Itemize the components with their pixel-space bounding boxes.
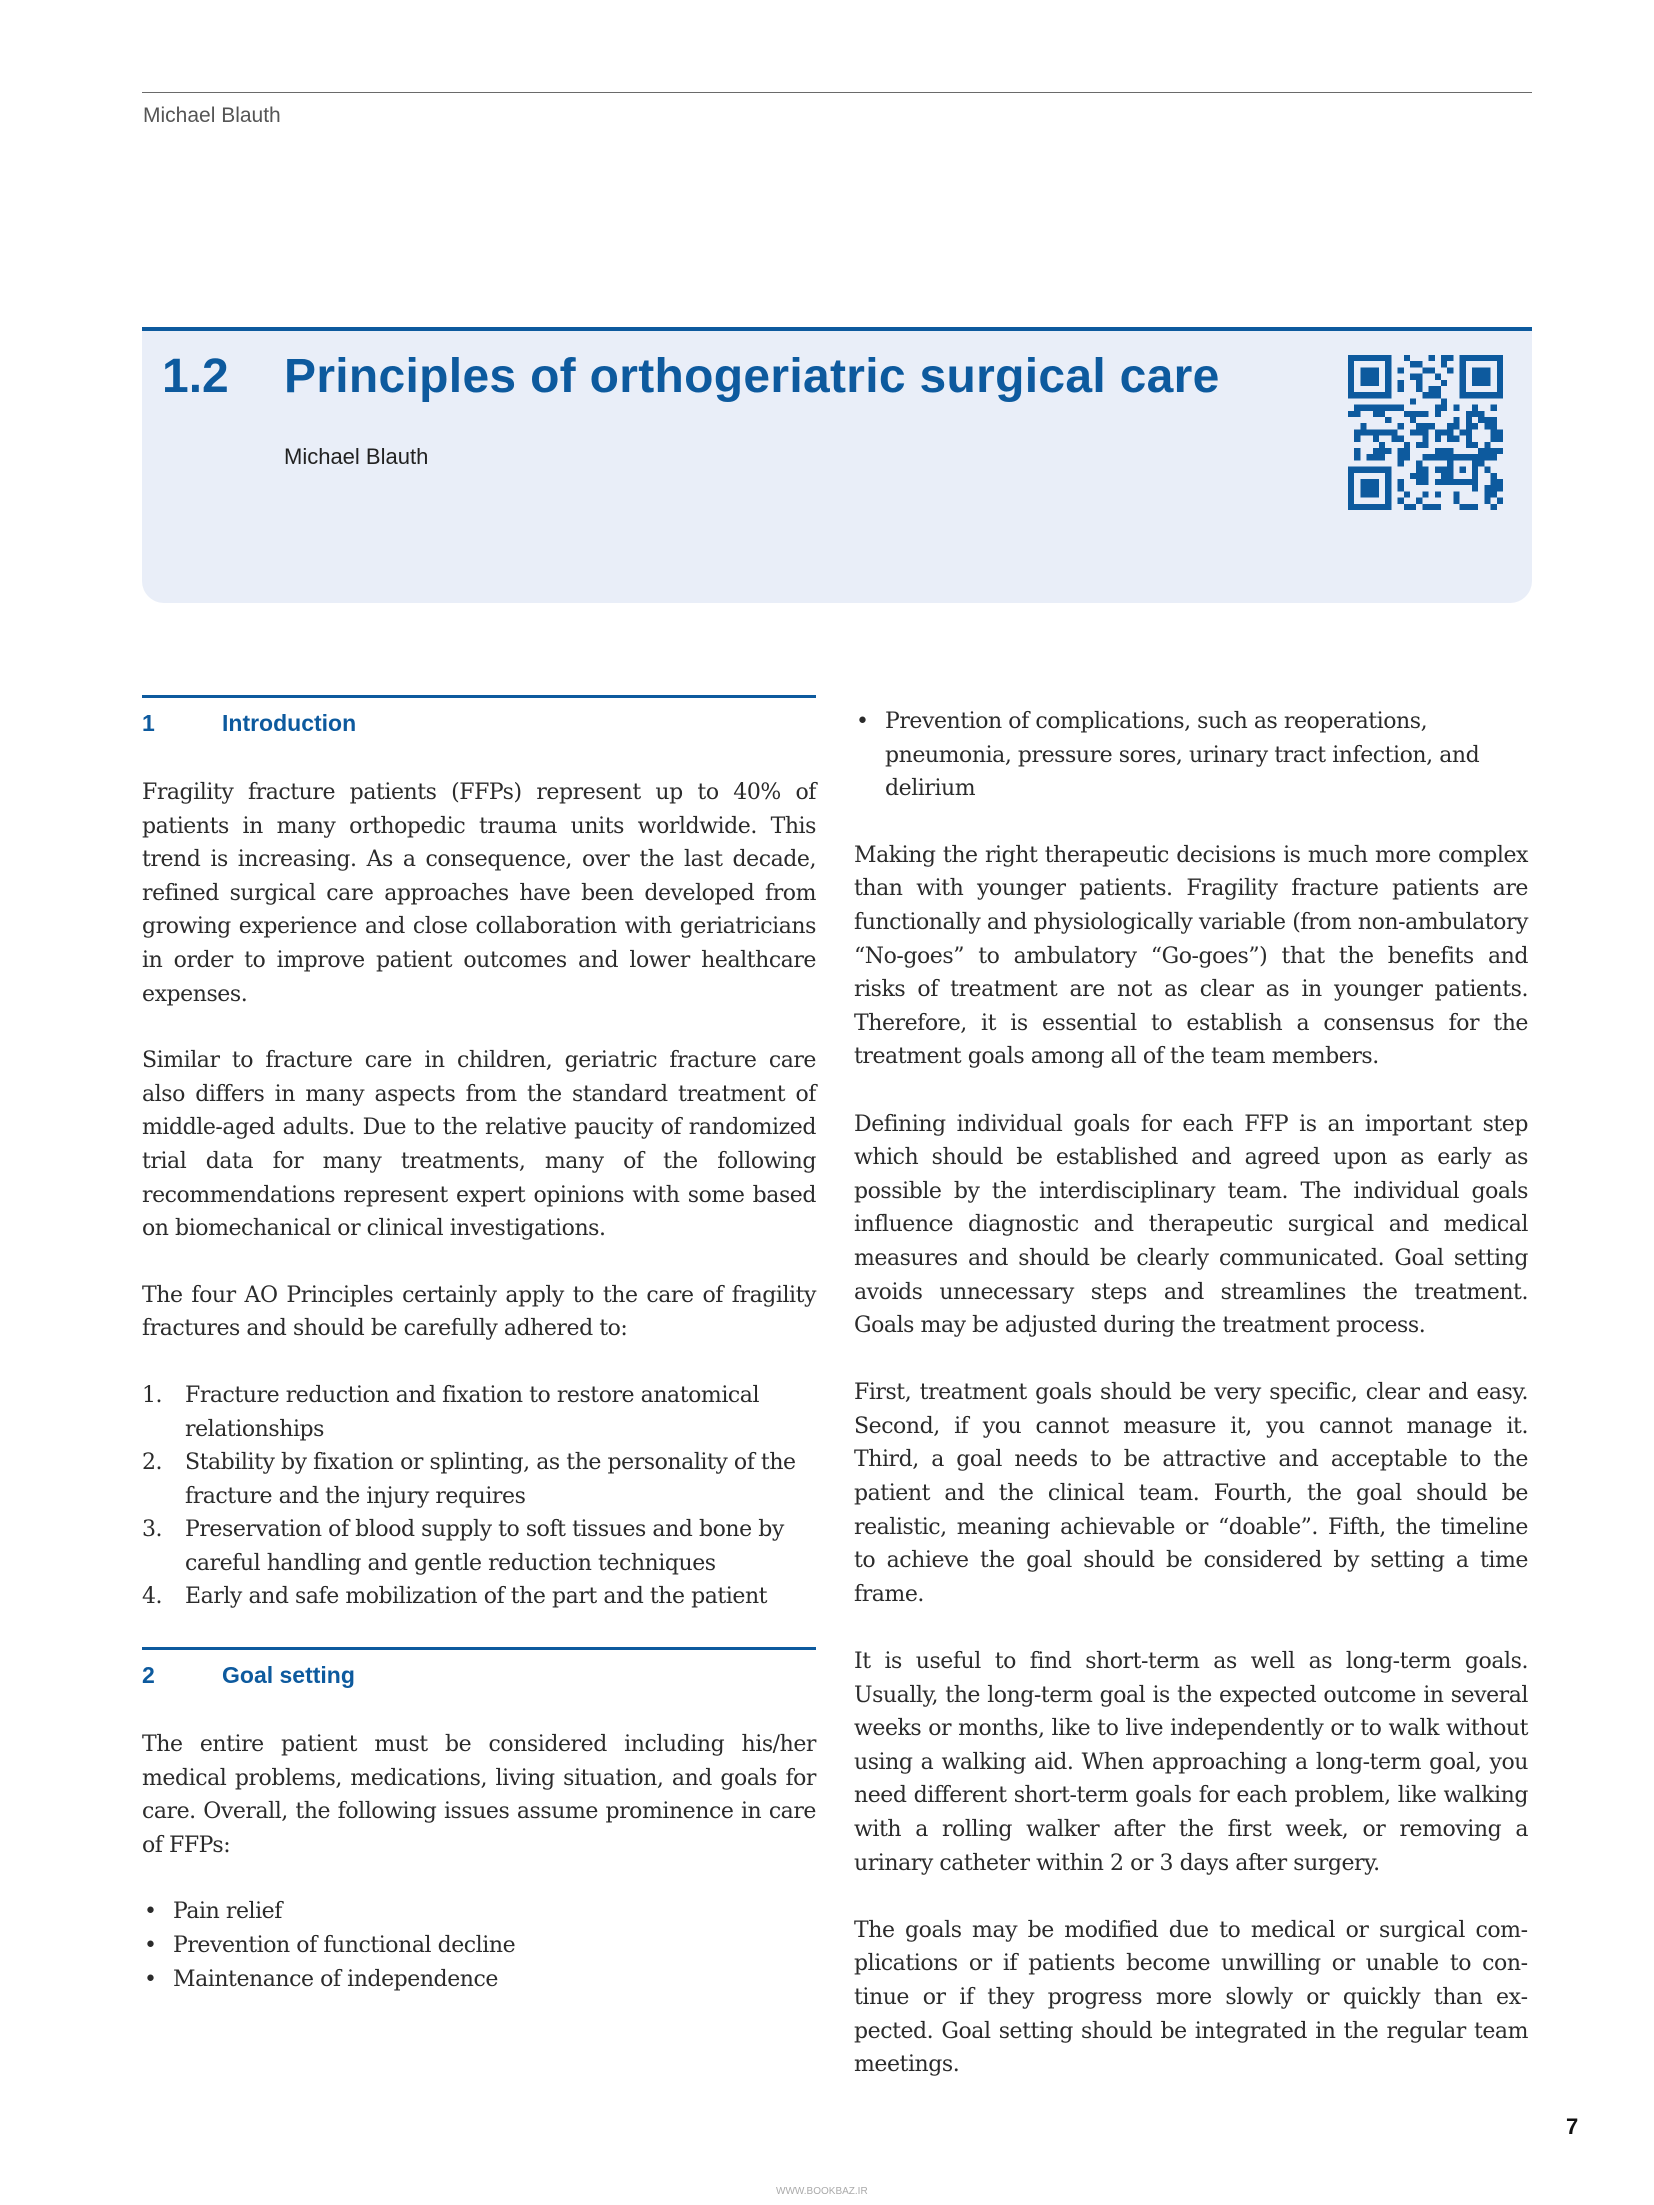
running-head-rule bbox=[142, 92, 1532, 93]
list-item-text: Maintenance of independence bbox=[173, 1966, 498, 1992]
section-number: 1 bbox=[142, 710, 155, 736]
list-marker: 4. bbox=[142, 1584, 163, 1610]
list-item-text: Preservation of blood supply to soft tissues and bone by careful handling and gentle reduction techniques bbox=[185, 1517, 784, 1576]
list-item bbox=[142, 1513, 816, 1580]
list-marker: 2. bbox=[142, 1450, 163, 1476]
list-item bbox=[142, 1379, 816, 1446]
bullet-marker: • bbox=[144, 1933, 157, 1959]
list-item bbox=[142, 1963, 816, 1997]
bullet-marker: • bbox=[144, 1899, 157, 1925]
list-item-text: Fracture reduction and fixation to restore anatomical relationships bbox=[185, 1382, 760, 1442]
chapter-number: 1.2 bbox=[162, 350, 229, 403]
list-item-text: Stability by fixation or splinting, as the personality of the fracture and the injury requires bbox=[185, 1450, 796, 1509]
ao-principles-list bbox=[142, 1379, 816, 1614]
paragraph: Fragility fracture patients (FFPs) represent up to 40% of patients in many orthopedic trauma units worldwide. This trend is increasing. As a consequence, over the last decade, refined surgical care approaches have been developed from growing experience and close collaboration with geriatricians in order to improve patient outcomes and lower healthcare expenses. bbox=[142, 780, 816, 1007]
list-item bbox=[142, 1929, 816, 1963]
paragraph: First, treatment goals should be very specific, clear and easy. Second, if you cannot measure it, you cannot manage it. Third, a goal needs to be attractive and acceptable to the patient and the clinical team. Fourth, the goal should be realistic, meaning achievable or “doable”. Fifth, the timeline to achieve the goal should be considered by setting a time frame. bbox=[854, 1380, 1528, 1607]
right-column bbox=[854, 705, 1528, 2115]
bullet-marker: • bbox=[144, 1966, 157, 1992]
list-item-text: Prevention of functional decline bbox=[173, 1933, 516, 1959]
paragraph: The four AO Principles certainly apply to the care of fragility fractures and should be carefully adhered to: bbox=[142, 1282, 816, 1342]
list-item bbox=[142, 1446, 816, 1513]
section-title: Goal setting bbox=[222, 1662, 355, 1689]
paragraph: It is useful to find short-term as well as long-term goals. Usually, the long-term goal is the expected outcome in several weeks or months, like to live independently or to walk without using a walking aid. When approaching a long-term goal, you need different short-term goals for each problem, like walking with a rolling walker after the first week, or removing a urinary catheter within 2 or 3 days after surgery. bbox=[854, 1649, 1528, 1876]
section-heading-goal-setting bbox=[142, 1647, 816, 1712]
section-title: Introduction bbox=[222, 710, 357, 736]
paragraph: Making the right therapeutic decisions is much more complex than with younger patients. Fragility fracture patients are functionally and physiologically variable (from non-ambulatory “No-goes” to ambulatory “Go-goes”) that the benefits and risks of treatment are not as clear as in younger patients. Therefore, it is essential to establish a consensus for the treatment goals among all of the team members. bbox=[854, 842, 1528, 1070]
page-number: 7 bbox=[1566, 2114, 1579, 2139]
footer-watermark: WWW.BOOKBAZ.IR bbox=[776, 2186, 868, 2197]
list-item bbox=[854, 705, 1528, 806]
section-number: 2 bbox=[142, 1662, 155, 1689]
chapter-title: Principles of orthogeriatric surgical care bbox=[284, 350, 1220, 403]
paragraph: The entire patient must be considered including his/her medical problems, medications, living situation, and goals for care. Overall, the following issues assume prominence in care of FFPs: bbox=[142, 1732, 816, 1858]
list-item-text: Prevention of complications, such as reoperations, pneumonia, pressure sores, urinary tract infection, and delirium bbox=[885, 709, 1480, 802]
list-marker: 3. bbox=[142, 1517, 163, 1543]
paragraph: Defining individual goals for each FFP is an important step which should be established and agreed upon as early as possible by the interdisciplinary team. The individual goals influence diagnostic and therapeutic surgical and medical measures and should be clearly communicated. Goal setting avoids unnecessary steps and streamlines the treatment. Goals may be adjusted during the treatment process. bbox=[854, 1111, 1528, 1339]
list-item-text: Pain relief bbox=[173, 1899, 282, 1925]
list-marker: 1. bbox=[142, 1382, 163, 1408]
issues-list-continued bbox=[854, 705, 1528, 806]
qr-code-icon[interactable] bbox=[1348, 355, 1503, 510]
chapter-author: Michael Blauth bbox=[284, 444, 429, 469]
running-author: Michael Blauth bbox=[143, 104, 281, 127]
paragraph: The goals may be modified due to medical or surgical complications or if patients become unwilling or unable to continue or if they progress more slowly or quickly than expected. Goal setting should be integrated in the regular team meetings. bbox=[854, 1917, 1528, 2078]
left-column bbox=[142, 695, 816, 2029]
bullet-marker: • bbox=[856, 709, 869, 734]
chapter-title-box bbox=[142, 327, 1532, 603]
list-item bbox=[142, 1895, 816, 1929]
list-item-text: Early and safe mobilization of the part and the patient bbox=[185, 1584, 768, 1610]
paragraph: Similar to fracture care in children, geriatric fracture care also differs in many aspects from the standard treatment of middle-aged adults. Due to the relative paucity of randomized trial data for many treatments, many of the following recommendations represent expert opinions with some based on biomechanical or clinical investigations. bbox=[142, 1048, 816, 1242]
section-heading-introduction bbox=[142, 695, 816, 760]
list-item bbox=[142, 1580, 816, 1614]
issues-list bbox=[142, 1895, 816, 1996]
